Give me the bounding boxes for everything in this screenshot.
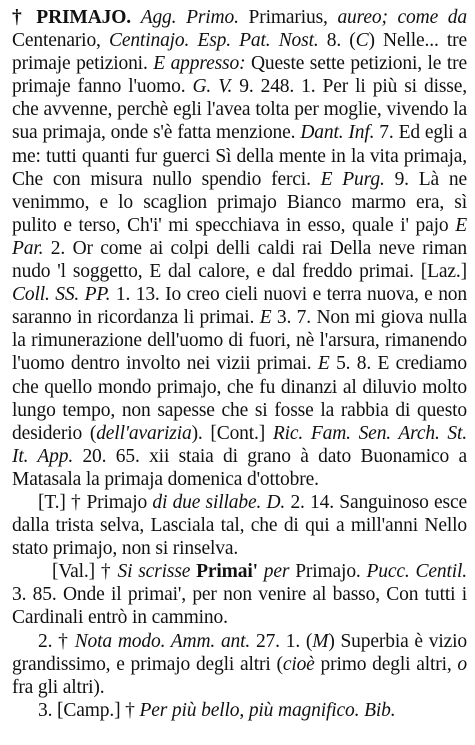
text-run: E Par. bbox=[12, 214, 467, 259]
text-run: Pucc. Centil. bbox=[366, 561, 467, 583]
text-run: E bbox=[259, 307, 272, 329]
text-run: E Purg. bbox=[320, 168, 385, 190]
text-run: Per più bello, più magnifico. Bib. bbox=[139, 699, 396, 721]
text-run: fra gli altri). bbox=[12, 676, 105, 698]
text-run: aureo; come da bbox=[337, 7, 467, 28]
text-run: Nota modo. Amm. ant. bbox=[74, 630, 251, 652]
text-run: M bbox=[312, 630, 329, 652]
text-run: † PRIMAJO. bbox=[12, 7, 131, 28]
text-run: ) Superbia è vizio grandissimo, e primajo degli altri ( bbox=[12, 630, 467, 675]
text-run: o bbox=[457, 653, 467, 675]
text-run: 9. 248. 1. Per li più si disse, che avvenne, perchè egli l'avea tolta per moglie, vivendo la sua primaja, onde s'è fatta menzione. bbox=[12, 76, 467, 144]
text-run: 2. 14. Sanguinoso esce dalla trista selva, Lasciala tal, che di qui a mill'anni Nello stato primajo, non si rinselva. bbox=[12, 491, 467, 560]
text-run: dell'avarizia bbox=[96, 422, 192, 444]
text-run: E appresso: bbox=[153, 53, 246, 75]
text-run: Agg. Primo. bbox=[140, 7, 239, 28]
text-run: 3. 85. Onde il primai', per non venire al basso, Con tutti i Cardinali entrò in cammino. bbox=[12, 584, 467, 629]
text-run: 8. ( bbox=[318, 30, 356, 52]
text-run: di due sillabe. D. bbox=[152, 491, 286, 513]
text-run: 2. Or come ai colpi delli caldi rai Della neve riman nudo 'l soggetto, E dal calore, e dal freddo primai. [Laz.] bbox=[12, 237, 467, 283]
text-run: Dant. Inf. bbox=[300, 122, 375, 144]
text-run: primo degli altri, bbox=[314, 653, 458, 675]
entry-paragraph-spelling bbox=[12, 560, 467, 629]
text-run: ). [Cont.] bbox=[191, 422, 273, 444]
text-run: Queste sette petizioni, le tre primaje fanno l'uomo. bbox=[12, 53, 467, 98]
text-run: Primajo. bbox=[289, 561, 367, 583]
text-run: Ric. Fam. Sen. Arch. St. It. App. bbox=[12, 422, 468, 467]
text-run: G. V. bbox=[192, 76, 233, 98]
text-run: per bbox=[263, 561, 290, 583]
entry-paragraph-two-syllables bbox=[12, 491, 467, 560]
text-run: 2. † bbox=[38, 630, 75, 652]
text-run: 9. Là ne venimmo, e lo scaglion primajo Bianco marmo era, sì pulito e terso, Ch'i' mi specchiava in esso, quale i' pajo bbox=[12, 168, 467, 236]
text-run: [T.] † Primajo bbox=[38, 491, 153, 513]
text-run: Primarius, bbox=[238, 7, 338, 28]
text-run: [Val.] † bbox=[52, 561, 118, 583]
text-run: 3. 7. Non mi giova nulla la rimunerazione dell'uomo di fuori, nè l'arsura, rimanendo l'uomo dentro involto nei vizii primai. bbox=[12, 307, 467, 375]
text-run: Centenario, bbox=[12, 30, 109, 52]
text-run: 7. Ed egli a me: tutti quanti fur guerci Sì della mente in la vita primaja, Che con misura nullo spendio ferci. bbox=[12, 122, 467, 190]
text-run: E bbox=[317, 353, 330, 375]
text-run: 20. 65. xii staia di grano à dato Buonamico a Matasala la primaja domenica d'ottobre. bbox=[12, 445, 467, 490]
text-run: 1. 13. Io creo cieli nuovi e terra nuova, e non saranno in ricordanza li primai. bbox=[12, 284, 467, 329]
text-run: 3. [Camp.] † bbox=[38, 699, 140, 721]
entry-sense-3 bbox=[12, 699, 467, 722]
text-run: Centinajo. Esp. Pat. Nost. bbox=[108, 30, 319, 52]
text-run: 27. 1. ( bbox=[250, 630, 313, 652]
text-run bbox=[131, 7, 141, 28]
text-run: ) Nelle... tre primaje petizioni. bbox=[12, 30, 467, 75]
text-run: cioè bbox=[282, 653, 315, 675]
text-run: Coll. SS. PP. bbox=[12, 284, 111, 306]
text-run: Si scrisse bbox=[117, 561, 191, 583]
entry-sense-2 bbox=[12, 630, 467, 699]
text-run: C bbox=[355, 30, 369, 52]
text-run: 5. 8. E crediamo che quello mondo primajo, che fu dinanzi al diluvio molto lungo tempo, non sapesse che si fosse la rabbia di questo desiderio ( bbox=[12, 353, 467, 444]
text-run: Primai' bbox=[190, 561, 264, 583]
entry-paragraph-main bbox=[12, 6, 467, 491]
